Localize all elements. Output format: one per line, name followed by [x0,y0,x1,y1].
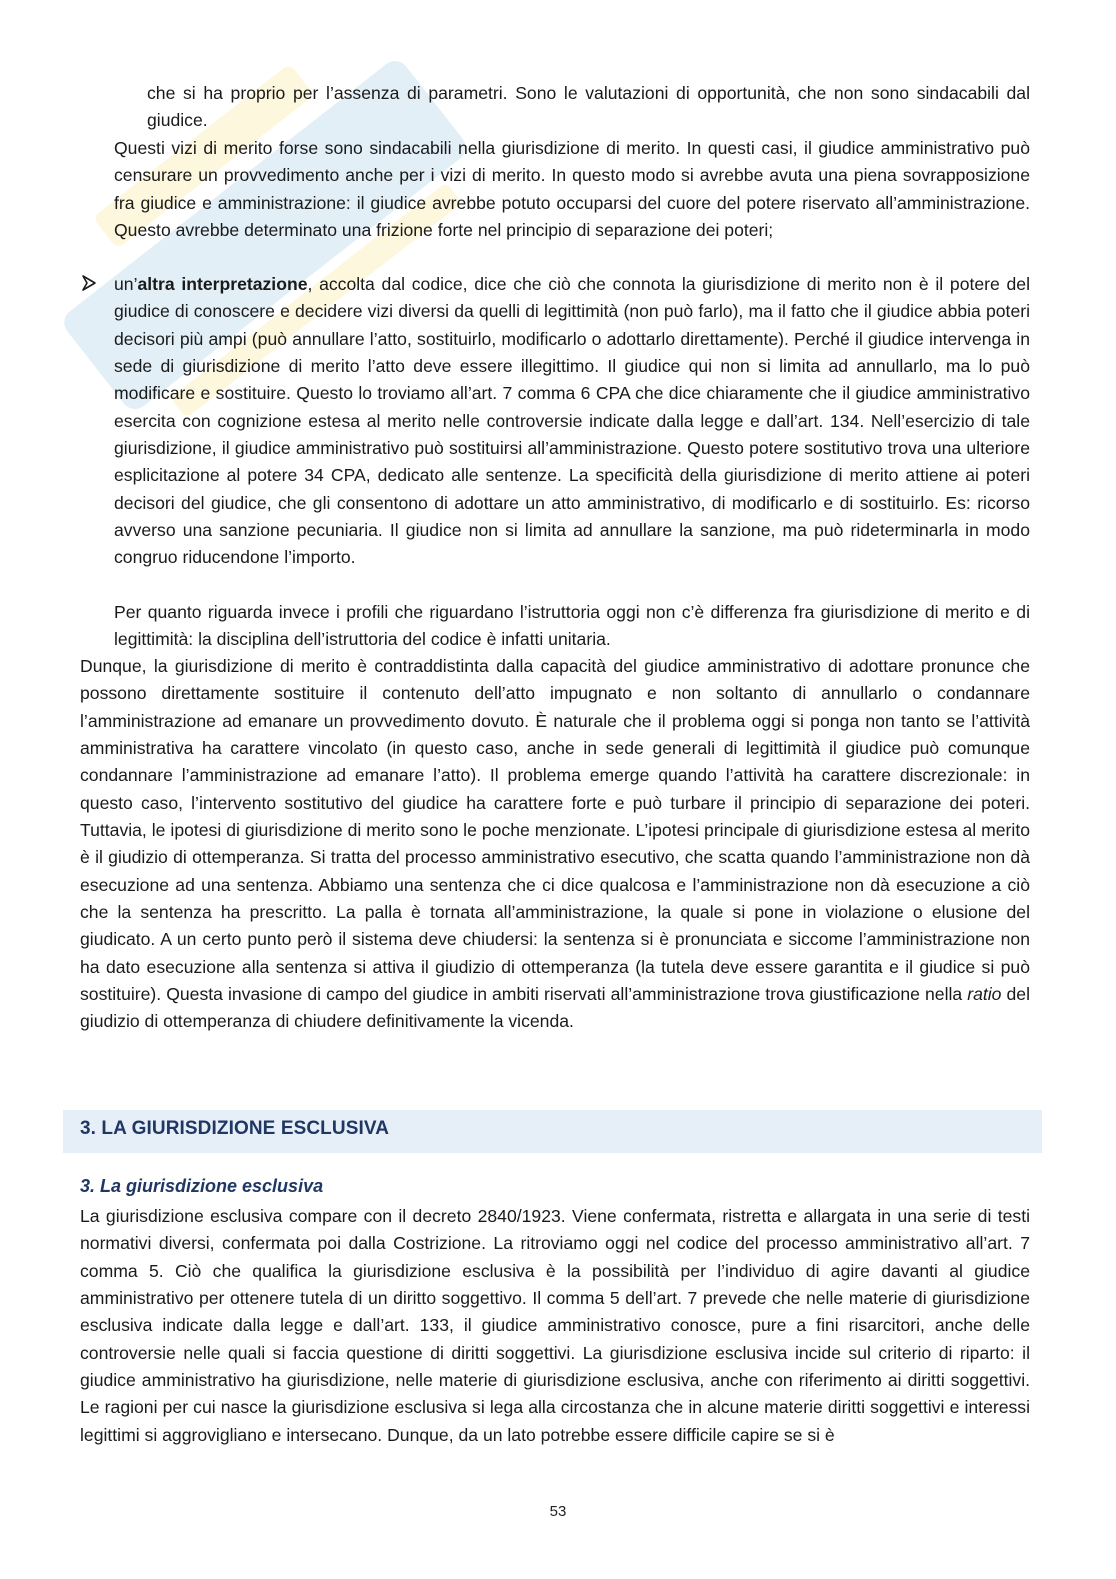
paragraph-giurisdizione-merito [80,653,1030,1036]
paragraph-continuation: che si ha proprio per l’assenza di parametri. Sono le valutazioni di opportunità, che non sono sindacabili dal giudice. [147,83,1030,131]
paragraph-main-text: Dunque, la giurisdizione di merito è contraddistinta dalla capacità del giudice amministrativo di adottare pronunce che possono direttamente sostituire il contenuto dell’atto impugnato e non soltanto di annullarlo o condannare l’amministrazione ad emanare un provvedimento dovuto. È naturale che il problema oggi si ponga non tanto se l’attività amministrativa ha carattere vincolato (in questo caso, anche in sede generali di legittimità il giudice può comunque condannare l’amministrazione ad emanare l’atto). Il problema emerge quando l’attività ha carattere discrezionale: in questo caso, l’intervento sostitutivo del giudice ha carattere forte e può turbare il principio di separazione dei poteri. Tuttavia, le ipotesi di giurisdizione di merito sono le poche menzionate. L’ipotesi principale di giurisdizione estesa al merito è il giudizio di ottemperanza. Si tratta del processo amministrativo esecutivo, che scatta quando l’amministrazione non dà esecuzione ad una sentenza. Abbiamo una sentenza che ci dice qualcosa e l’amministrazione non dà esecuzione a ciò che la sentenza ha prescritto. La palla è tornata all’amministrazione, la quale si pone in violazione o elusione del giudicato. A un certo punto però il sistema deve chiudersi: la sentenza si è pronunciata e siccome l’amministrazione non ha dato esecuzione alla sentenza si attiva il giudizio di ottemperanza (la tutela deve essere garantita e il giudice si può sostituire). Questa invasione di campo del giudice in ambiti riservati all’amministrazione trova giustificazione nella [80,656,1030,1005]
italic-ratio: ratio [967,984,1002,1005]
section-title: 3. LA GIURISDIZIONE ESCLUSIVA [80,1118,390,1139]
paragraph-giurisdizione-esclusiva: La giurisdizione esclusiva compare con il decreto 2840/1923. Viene confermata, ristretta e allargata in una serie di testi normativi diversi, confermata poi dalla Costrizione. La ritroviamo oggi nel codice del processo amministrativo all’art. 7 comma 5. Ciò che qualifica la giurisdizione esclusiva è la possibilità per l’individuo di agire davanti al giudice amministrativo per ottenere tutela di un diritto soggettivo. Il comma 5 dell’art. 7 prevede che nelle materie di giurisdizione esclusiva indicate dalla legge e dall’art. 133, il giudice amministrativo conosce, pure a fini risarcitori, anche delle controversie nelle quali si faccia questione di diritti soggettivi. La giurisdizione esclusiva incide sul criterio di riparto: il giudice amministrativo ha giurisdizione, nelle materie di giurisdizione esclusiva, anche con riferimento ai diritti soggettivi. Le ragioni per cui nasce la giurisdizione esclusiva si lega alla circostanza che in alcune materie diritti soggettivi e interessi legittimi si aggrovigliano e intersecano. Dunque, da un lato potrebbe essere difficile capire se si è [80,1206,1030,1445]
paragraph-merit-vices: Questi vizi di merito forse sono sindacabili nella giurisdizione di merito. In questi casi, il giudice amministrativo può censurare un provvedimento anche per i vizi di merito. In questo modo si avrebbe avuta una piena sovrapposizione fra giudice e amministrazione: il giudice avrebbe potuto occuparsi del cuore del potere riservato all’amministrazione. Questo avrebbe determinato una frizione forte nel principio di separazione dei poteri; [114,138,1030,241]
arrow-bullet-icon [80,272,98,294]
bullet-lead: un’ [114,274,138,294]
paragraph-tail: del giudizio di ottemperanza di chiudere definitivamente la vicenda. [80,984,1030,1032]
paragraph-istruttoria: Per quanto riguarda invece i profili che riguardano l’istruttoria oggi non c’è differenza fra giurisdizione di merito e di legittimità: la disciplina dell’istruttoria del codice è infatti unitaria. [114,602,1030,650]
subsection-title: 3. La giurisdizione esclusiva [80,1176,324,1196]
bullet-item-altra-interpretazione [114,271,1030,572]
bullet-bold-term: altra interpretazione [137,274,308,294]
page-number: 53 [549,1503,567,1520]
bullet-body: , accolta dal codice, dice che ciò che connota la giurisdizione di merito non è il potere del giudice di conoscere e decidere vizi diversi da quelli di legittimità (non può farlo), ma il fatto che il giudice abbia poteri decisori più ampi (può annullare l’atto, sostituirlo, modificarlo o adottarlo direttamente). Perché il giudice intervenga in sede di giurisdizione di merito l’atto deve essere illegittimo. Il giudice qui non si limita ad annullarlo, ma lo può modificare e sostituire. Questo lo troviamo all’art. 7 comma 6 CPA che dice chiaramente che il giudice amministrativo esercita con cognizione estesa al merito nelle controversie indicate dalla legge e dall’art. 134. Nell’esercizio di tale giurisdizione, il giudice amministrativo può sostituirsi all’amministrazione. Questo potere sostitutivo trova una ulteriore esplicitazione al potere 34 CPA, dedicato alle sentenze. La specificità della giurisdizione di merito attiene ai poteri decisori del giudice, che gli consentono di adottare un atto amministrativo, di modificarlo e di sostituirlo. Es: ricorso avverso una sanzione pecuniaria. Il giudice non si limita ad annullare la sanzione, ma può rideterminarla in modo congruo riducendone l’importo. [114,274,1030,568]
